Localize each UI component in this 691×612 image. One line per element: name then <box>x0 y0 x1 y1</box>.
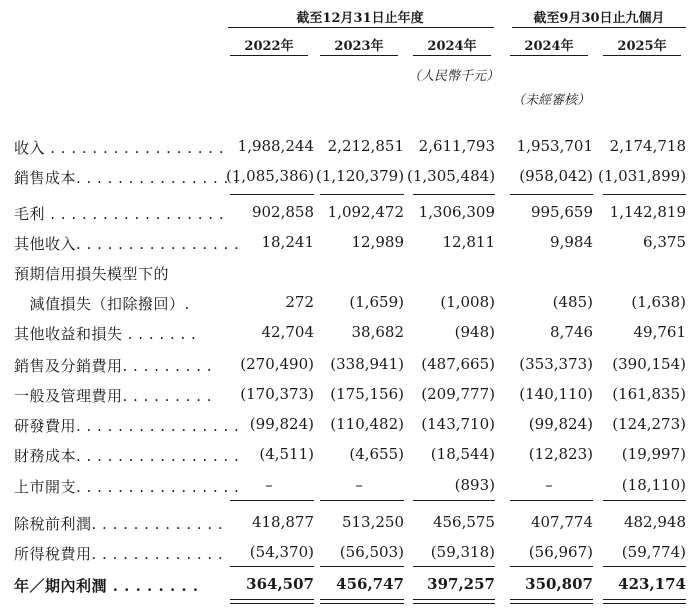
fy-group-title: 截至12月31日止年度 <box>296 11 424 26</box>
cell-profit-before-tax-col5: 482,948 <box>623 513 686 531</box>
cell-finance-costs-col5: (19,997) <box>621 445 686 463</box>
cell-listing-expenses-col5: (18,110) <box>621 476 686 494</box>
row-label-other-income: 其他收入. . . . . . . . . . . . . . . . <box>14 235 240 253</box>
total-rule <box>510 566 593 567</box>
nine-month-group-rule <box>512 27 686 28</box>
cell-rnd-expenses-col5: (124,273) <box>612 415 686 433</box>
year-header-2022: 2022年 <box>244 39 294 54</box>
cell-revenue-col4: 1,953,701 <box>516 137 593 155</box>
row-label-impairment-loss: 減值損失（扣除撥回）. <box>14 295 190 313</box>
row-label-ecl-heading: 預期信用損失模型下的 <box>14 265 170 283</box>
total-rule <box>413 566 495 567</box>
cell-income-tax-col3: (59,318) <box>430 543 495 561</box>
total-rule <box>230 194 314 195</box>
cell-gross-profit-col4: 995,659 <box>530 203 593 221</box>
year-rule-2022 <box>230 55 308 56</box>
total-rule <box>230 599 314 604</box>
total-rule <box>603 500 686 501</box>
cell-listing-expenses-col2: – <box>355 476 363 494</box>
year-header-2025-9m: 2025年 <box>617 39 667 54</box>
cell-other-income-col3: 12,811 <box>442 233 495 251</box>
cell-listing-expenses-col3: (893) <box>454 476 495 494</box>
cell-profit-for-period-col3: 397,257 <box>427 575 495 593</box>
row-label-rnd-expenses: 研發費用. . . . . . . . . . . . . . . . <box>14 417 240 435</box>
row-label-income-tax: 所得稅費用. . . . . . . . . . . . . <box>14 545 224 563</box>
cell-general-admin-col4: (140,110) <box>519 385 593 403</box>
cell-cost-of-sales-col2: (1,120,379) <box>316 167 405 185</box>
total-rule <box>320 566 404 567</box>
cell-other-gains-losses-col4: 8,746 <box>550 323 593 341</box>
row-label-profit-for-period: 年／期內利潤 . . . . . . . . <box>14 577 199 595</box>
year-rule-2024 <box>413 55 491 56</box>
cell-profit-for-period-col2: 456,747 <box>336 575 404 593</box>
cell-profit-before-tax-col1: 418,877 <box>251 513 314 531</box>
cell-other-income-col2: 12,989 <box>351 233 404 251</box>
cell-gross-profit-col1: 902,858 <box>251 203 314 221</box>
fy-group-rule <box>228 27 494 28</box>
total-rule <box>320 599 404 604</box>
cell-income-tax-col5: (59,774) <box>621 543 686 561</box>
row-label-revenue: 收入 . . . . . . . . . . . . . . . . . <box>14 139 225 157</box>
cell-rnd-expenses-col1: (99,824) <box>249 415 314 433</box>
cell-revenue-col3: 2,611,793 <box>418 137 495 155</box>
total-rule <box>603 194 686 195</box>
cell-finance-costs-col3: (18,544) <box>430 445 495 463</box>
row-label-listing-expenses: 上市開支. . . . . . . . . . . . . . . . <box>14 478 240 496</box>
cell-general-admin-col1: (170,373) <box>240 385 314 403</box>
cell-impairment-loss-col4: (485) <box>552 293 593 311</box>
cell-profit-before-tax-col3: 456,575 <box>432 513 495 531</box>
cell-impairment-loss-col2: (1,659) <box>349 293 404 311</box>
total-rule <box>510 500 593 501</box>
cell-finance-costs-col4: (12,823) <box>528 445 593 463</box>
cell-selling-distribution-col3: (487,665) <box>421 355 495 373</box>
cell-gross-profit-col3: 1,306,309 <box>418 203 495 221</box>
cell-gross-profit-col5: 1,142,819 <box>609 203 686 221</box>
cell-finance-costs-col1: (4,511) <box>259 445 314 463</box>
year-rule-2024-9m <box>510 55 588 56</box>
cell-listing-expenses-col4: – <box>545 476 553 494</box>
cell-selling-distribution-col4: (353,373) <box>519 355 593 373</box>
total-rule <box>230 500 314 501</box>
cell-cost-of-sales-col1: (1,085,386) <box>226 167 315 185</box>
cell-selling-distribution-col5: (390,154) <box>612 355 686 373</box>
cell-gross-profit-col2: 1,092,472 <box>327 203 404 221</box>
cell-income-tax-col2: (56,503) <box>339 543 404 561</box>
cell-cost-of-sales-col5: (1,031,899) <box>598 167 687 185</box>
cell-profit-for-period-col4: 350,807 <box>525 575 593 593</box>
cell-other-gains-losses-col3: (948) <box>454 323 495 341</box>
unit-note: （人民幣千元） <box>408 69 500 84</box>
cell-profit-for-period-col1: 364,507 <box>246 575 314 593</box>
cell-rnd-expenses-col4: (99,824) <box>528 415 593 433</box>
cell-other-income-col5: 6,375 <box>643 233 686 251</box>
cell-cost-of-sales-col3: (1,305,484) <box>407 167 496 185</box>
cell-impairment-loss-col1: 272 <box>285 293 314 311</box>
cell-general-admin-col2: (175,156) <box>330 385 404 403</box>
cell-income-tax-col4: (56,967) <box>528 543 593 561</box>
cell-revenue-col5: 2,174,718 <box>609 137 686 155</box>
cell-profit-before-tax-col4: 407,774 <box>530 513 593 531</box>
row-label-gross-profit: 毛利 . . . . . . . . . . . . . . . . . <box>14 205 225 223</box>
cell-listing-expenses-col1: – <box>265 476 273 494</box>
cell-selling-distribution-col2: (338,941) <box>330 355 404 373</box>
nine-month-group-title: 截至9月30日止九個月 <box>533 11 665 26</box>
year-header-2023: 2023年 <box>334 39 384 54</box>
row-label-selling-distribution: 銷售及分銷費用. . . . . . . . . <box>14 357 213 375</box>
cell-revenue-col1: 1,988,244 <box>237 137 314 155</box>
cell-cost-of-sales-col4: (958,042) <box>519 167 593 185</box>
cell-general-admin-col5: (161,835) <box>612 385 686 403</box>
cell-selling-distribution-col1: (270,490) <box>240 355 314 373</box>
cell-other-gains-losses-col5: 49,761 <box>633 323 686 341</box>
cell-finance-costs-col2: (4,655) <box>349 445 404 463</box>
cell-other-income-col4: 9,984 <box>550 233 593 251</box>
audit-note: （未經審核） <box>512 93 591 108</box>
cell-other-gains-losses-col2: 38,682 <box>351 323 404 341</box>
cell-rnd-expenses-col3: (143,710) <box>421 415 495 433</box>
total-rule <box>413 599 495 604</box>
cell-revenue-col2: 2,212,851 <box>327 137 404 155</box>
cell-other-income-col1: 18,241 <box>261 233 314 251</box>
cell-impairment-loss-col5: (1,638) <box>631 293 686 311</box>
year-header-2024-9m: 2024年 <box>524 39 574 54</box>
cell-profit-for-period-col5: 423,174 <box>618 575 686 593</box>
row-label-other-gains-losses: 其他收益和損失 . . . . . . . <box>14 325 197 343</box>
cell-other-gains-losses-col1: 42,704 <box>261 323 314 341</box>
row-label-finance-costs: 財務成本. . . . . . . . . . . . . . . . <box>14 447 240 465</box>
cell-impairment-loss-col3: (1,008) <box>440 293 495 311</box>
year-rule-2023 <box>320 55 398 56</box>
total-rule <box>320 500 404 501</box>
year-header-2024: 2024年 <box>427 39 477 54</box>
cell-general-admin-col3: (209,777) <box>421 385 495 403</box>
cell-rnd-expenses-col2: (110,482) <box>330 415 404 433</box>
row-label-cost-of-sales: 銷售成本. . . . . . . . . . . . . . . . <box>14 169 240 187</box>
row-label-profit-before-tax: 除稅前利潤. . . . . . . . . . . . . <box>14 515 224 533</box>
total-rule <box>510 599 593 604</box>
total-rule <box>230 566 314 567</box>
total-rule <box>413 500 495 501</box>
row-label-general-admin: 一般及管理費用. . . . . . . . . <box>14 387 213 405</box>
cell-profit-before-tax-col2: 513,250 <box>341 513 404 531</box>
cell-income-tax-col1: (54,370) <box>249 543 314 561</box>
total-rule <box>320 194 404 195</box>
year-rule-2025-9m <box>603 55 681 56</box>
total-rule <box>413 194 495 195</box>
total-rule <box>603 566 686 567</box>
total-rule <box>603 599 686 604</box>
total-rule <box>510 194 593 195</box>
